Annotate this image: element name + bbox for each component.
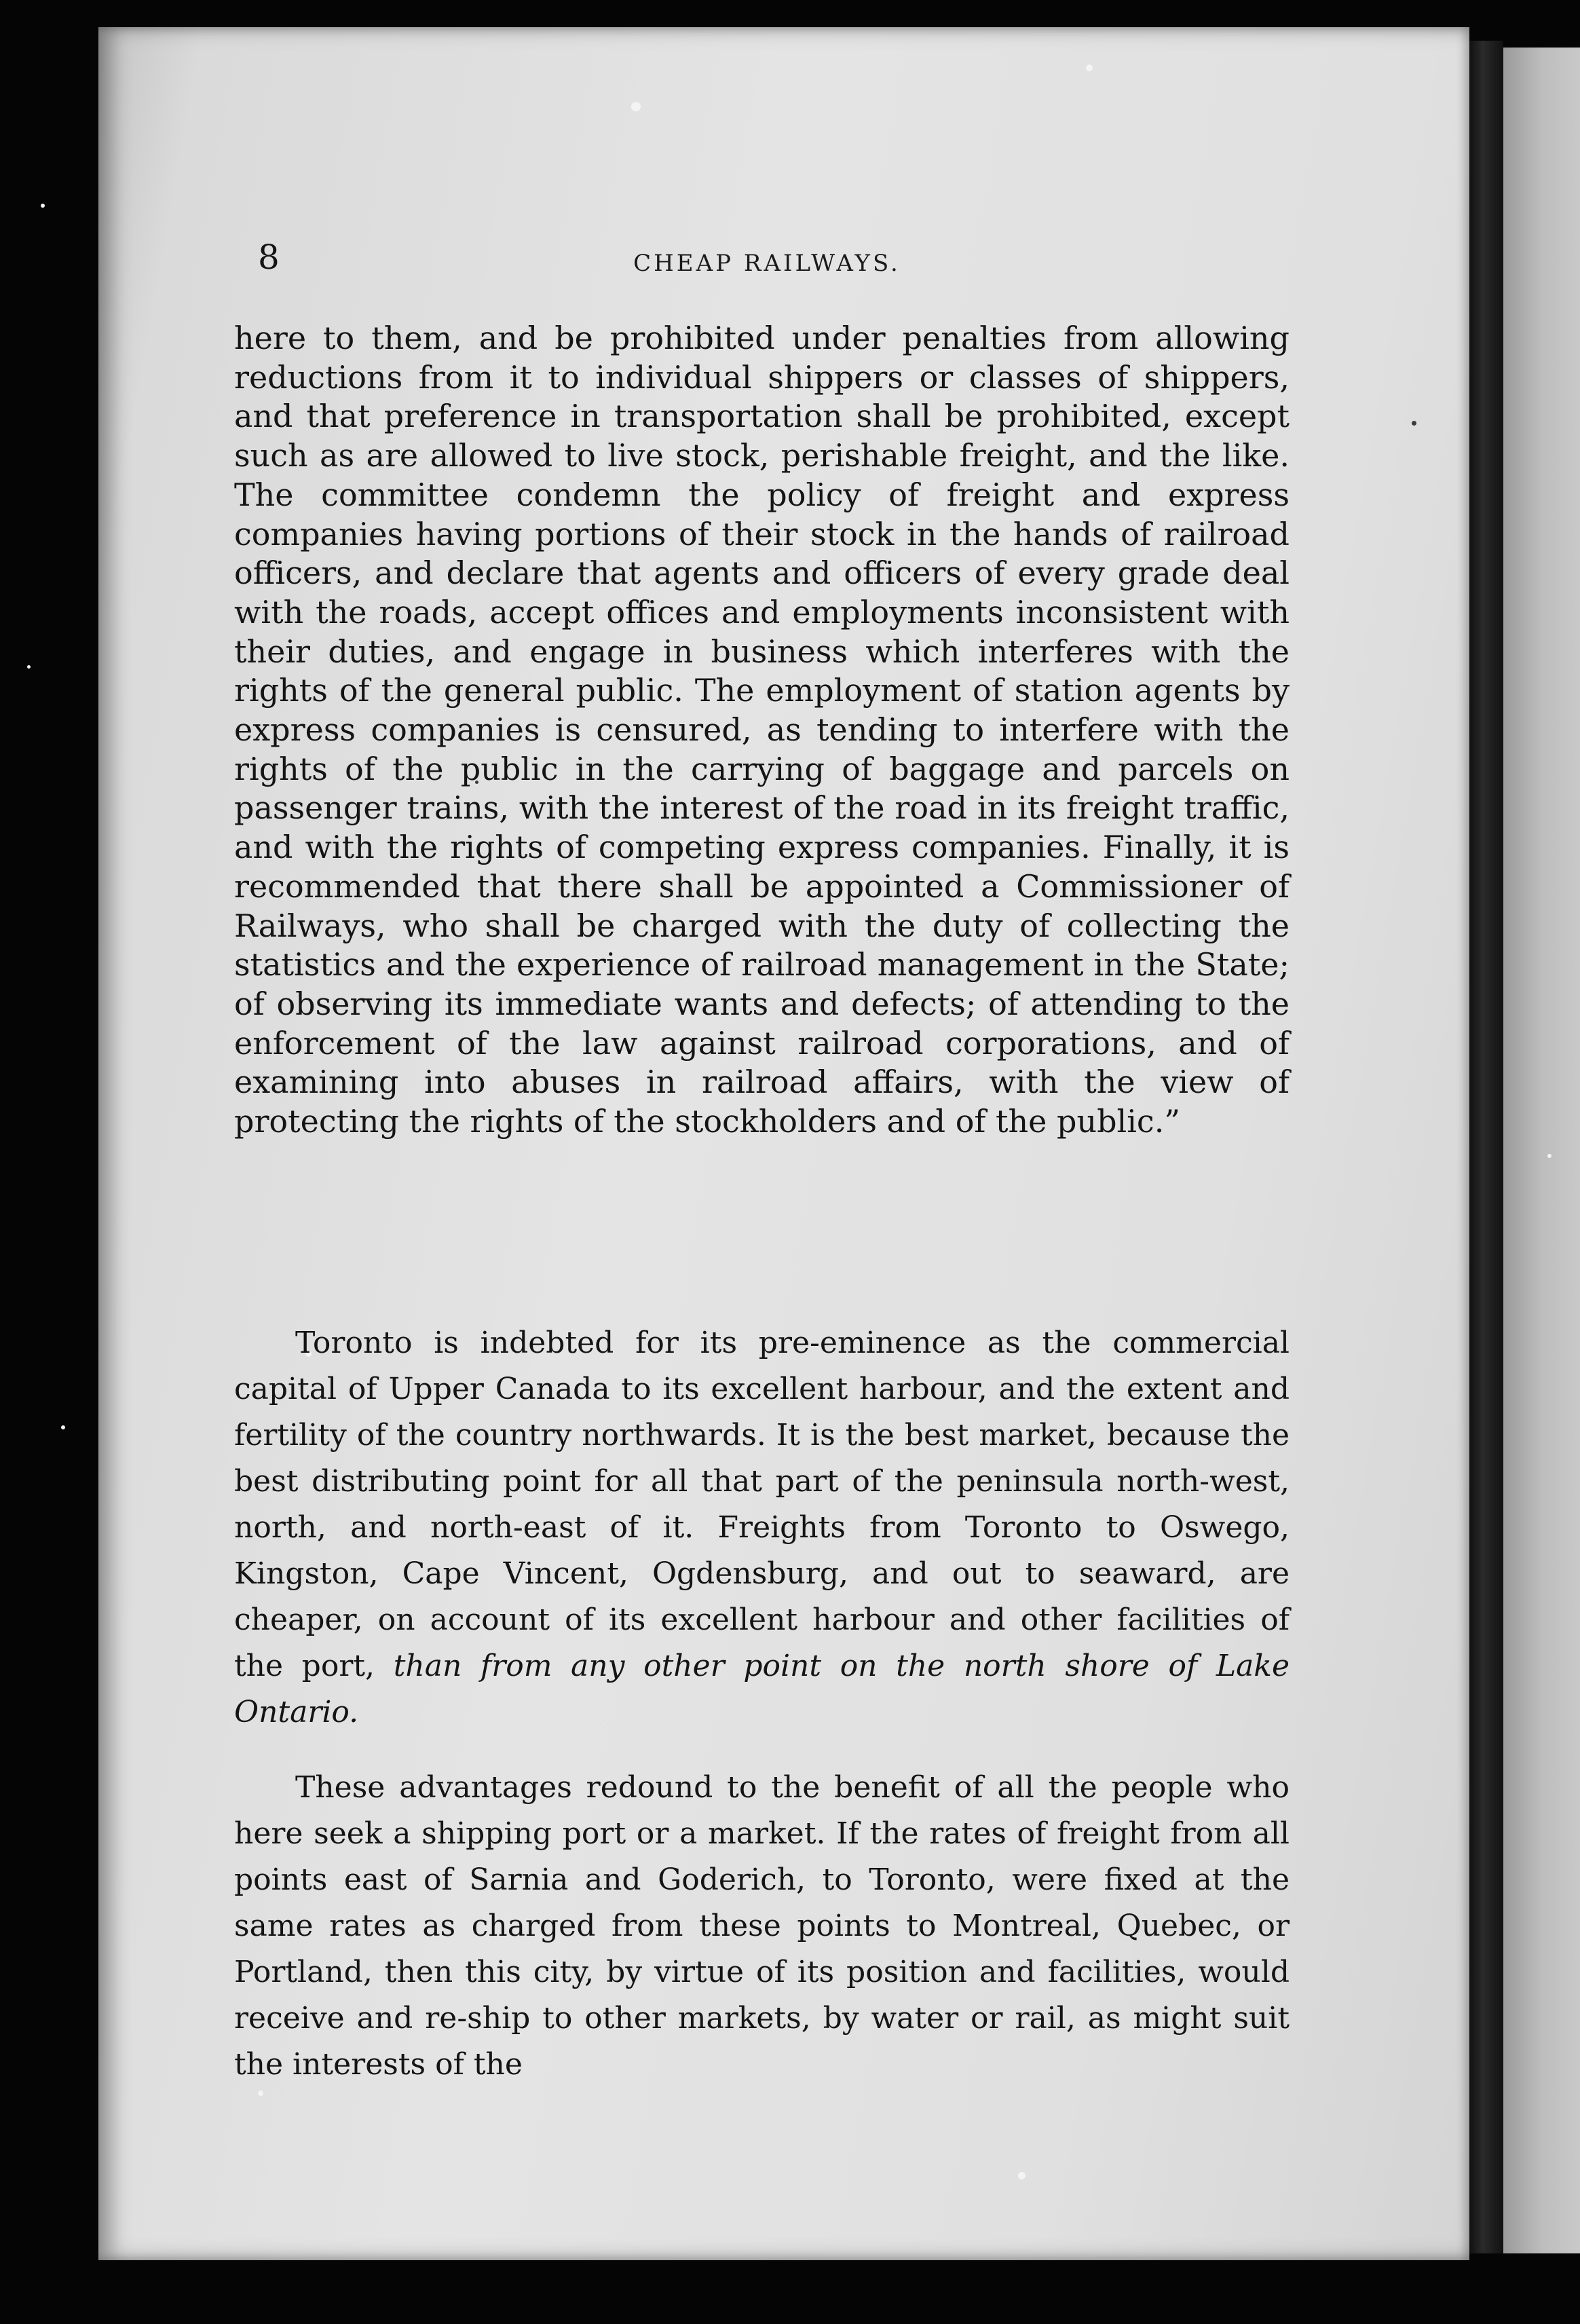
scan-speck (61, 1425, 65, 1429)
adjacent-page-edge (1503, 48, 1580, 2253)
scan-speck (1547, 1154, 1551, 1158)
paragraph-text-italic: than from any other point on the north shore of Lake Ontario. (234, 1649, 1290, 1729)
binding-gutter (1469, 41, 1503, 2253)
paragraph-text-plain: Toronto is indebted for its pre-eminence as the commercial capital of Upper Canada to its excellent harbour, and the extent and fertility of the country northwards. It is the best market, because the best distributing point for all that part of the peninsula north-west, north, and north-east of it. Freights from Toronto to Oswego, Kingston, Cape Vincent, Ogdensburg, and out to seaward, are cheaper, on account of its excellent harbour and other facilities of the port, (234, 1326, 1290, 1683)
scan-speck (41, 204, 45, 208)
scan-speck (1086, 64, 1093, 71)
scan-speck (1018, 2172, 1026, 2179)
scan-speck (27, 665, 31, 669)
body-paragraph-3 (234, 1765, 1290, 2088)
body-paragraph-2 (234, 1320, 1290, 1736)
scan-speck (258, 2091, 263, 2096)
paragraph-text: here to them, and be prohibited under penalties from allowing reductions from it to individual shippers or classes of shippers, and that preference in transportation shall be prohibited, except such as are allowed to live stock, perishable freight, and the like. The committee condemn the policy of freight and express companies having portions of their stock in the hands of railroad officers, and declare that agents and officers of every grade deal with the roads, accept offices and employments inconsistent with their duties, and engage in business which interferes with the rights of the general public. The employment of station agents by express companies is censured, as tending to interfere with the rights of the public in the carrying of baggage and parcels on passenger trains, with the interest of the road in its freight traffic, and with the rights of competing express companies. Finally, it is recommended that there shall be appointed a Commissioner of Railways, who shall be charged with the duty of collecting the statistics and the experience of railroad management in the State; of observing its immediate wants and defects; of attending to the enforcement of the law against railroad corporations, and of examining into abuses in railroad affairs, with the view of protecting the rights of the stockholders and of the public.” (234, 320, 1290, 1140)
scan-speck (631, 102, 641, 111)
scan-speck (1412, 421, 1416, 426)
body-paragraph-1 (234, 319, 1290, 1142)
running-head (238, 238, 1296, 285)
page-number: 8 (258, 238, 280, 277)
paragraph-text: These advantages redound to the benefit of all the people who here seek a shipping port or a market. If the rates of freight from all points east of Sarnia and Goderich, to Toronto, were fixed at the same rates as charged from these points to Montreal, Quebec, or Portland, then this city, by virtue of its position and facilities, would receive and re-ship to other markets, by water or rail, as might suit the interests of the (234, 1770, 1290, 2082)
running-title: CHEAP RAILWAYS. (633, 250, 901, 277)
paragraph-text (234, 1320, 1290, 1736)
